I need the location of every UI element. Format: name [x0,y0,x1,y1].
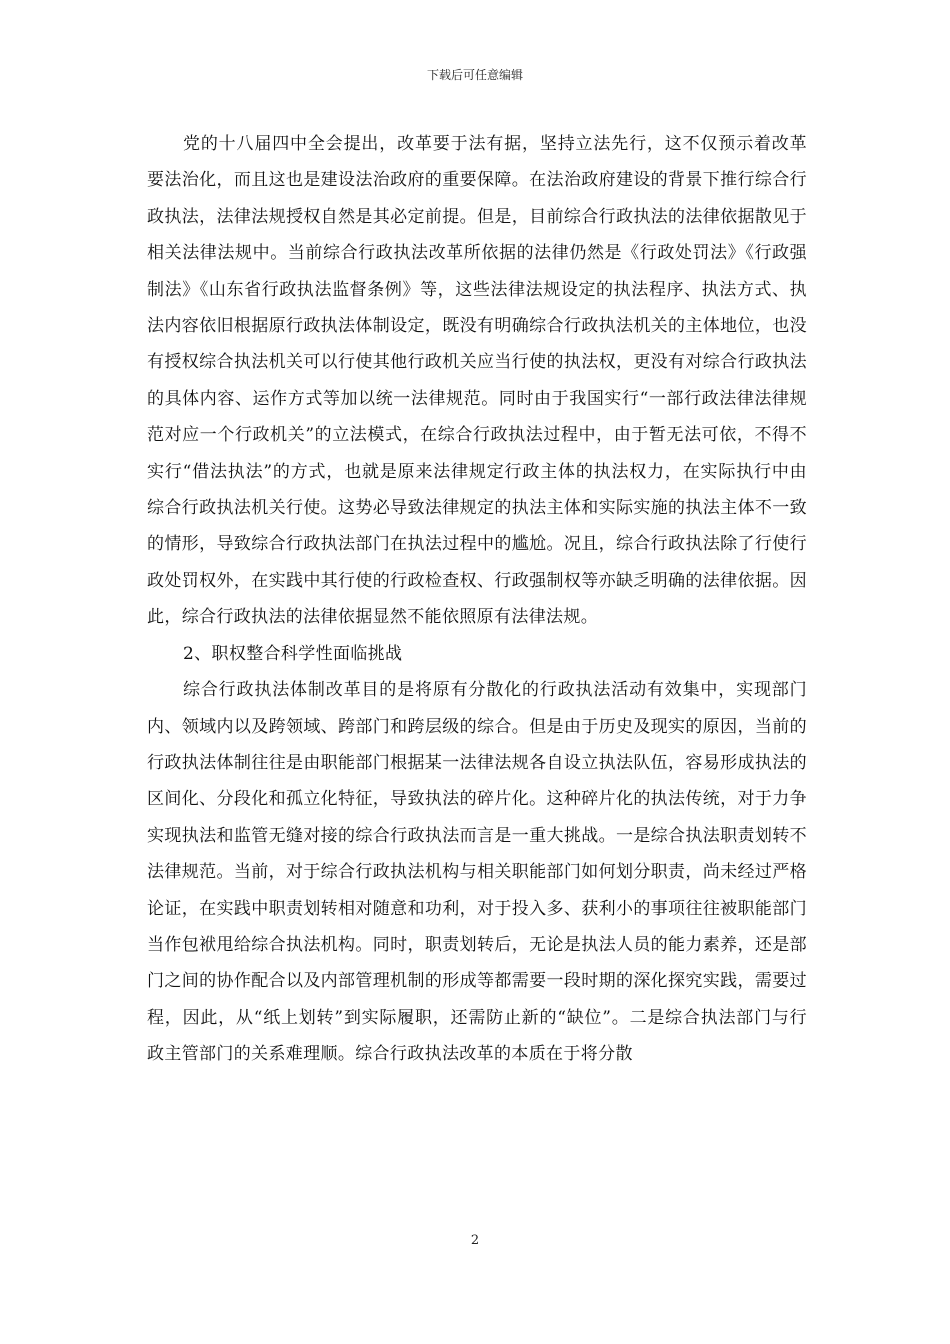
page-number: 2 [470,1233,480,1248]
document-body [147,126,807,1073]
body-paragraph: 党的十八届四中全会提出，改革要于法有据，坚持立法先行，这不仅预示着改革要法治化，而且这也是建设法治政府的重要保障。在法治政府建设的背景下推行综合行政执法，法律法规授权自然是其必定前提。但是，目前综合行政执法的法律依据散见于相关法律法规中。当前综合行政执法改革所依据的法律仍然是《行政处罚法》《行政强制法》《山东省行政执法监督条例》等，这些法律法规设定的执法程序、执法方式、执法内容依旧根据原行政执法体制设定，既没有明确综合行政执法机关的主体地位，也没有授权综合执法机关可以行使其他行政机关应当行使的执法权，更没有对综合行政执法的具体内容、运作方式等加以统一法律规范。同时由于我国实行“一部行政法律法律规范对应一个行政机关”的立法模式，在综合行政执法过程中，由于暂无法可依，不得不实行“借法执法”的方式，也就是原来法律规定行政主体的执法权力，在实际执行中由综合行政执法机关行使。这势必导致法律规定的执法主体和实际实施的执法主体不一致的情形，导致综合行政执法部门在执法过程中的尴尬。况且，综合行政执法除了行使行政处罚权外，在实践中其行使的行政检查权、行政强制权等亦缺乏明确的法律依据。因此，综合行政执法的法律依据显然不能依照原有法律法规。 [147,134,807,628]
page-header: 下载后可任意编辑 [426,68,523,82]
body-paragraph: 综合行政执法体制改革目的是将原有分散化的行政执法活动有效集中，实现部门内、领域内以及跨领域、跨部门和跨层级的综合。但是由于历史及现实的原因，当前的行政执法体制往往是由职能部门根据某一法律法规各自设立执法队伍，容易形成执法的区间化、分段化和孤立化特征，导致执法的碎片化。这种碎片化的执法传统，对于力争实现执法和监管无缝对接的综合行政执法而言是一重大挑战。一是综合执法职责划转不法律规范。当前，对于综合行政执法机构与相关职能部门如何划分职责，尚未经过严格论证，在实践中职责划转相对随意和功利，对于投入多、获利小的事项往往被职能部门当作包袱甩给综合执法机构。同时，职责划转后，无论是执法人员的能力素养，还是部门之间的协作配合以及内部管理机制的形成等都需要一段时期的深化探究实践，需要过程，因此，从“纸上划转”到实际履职，还需防止新的“缺位”。二是综合执法部门与行政主管部门的关系难理顺。综合行政执法改革的本质在于将分散 [147,680,807,1065]
section-heading: 2、职权整合科学性面临挑战 [183,643,403,664]
